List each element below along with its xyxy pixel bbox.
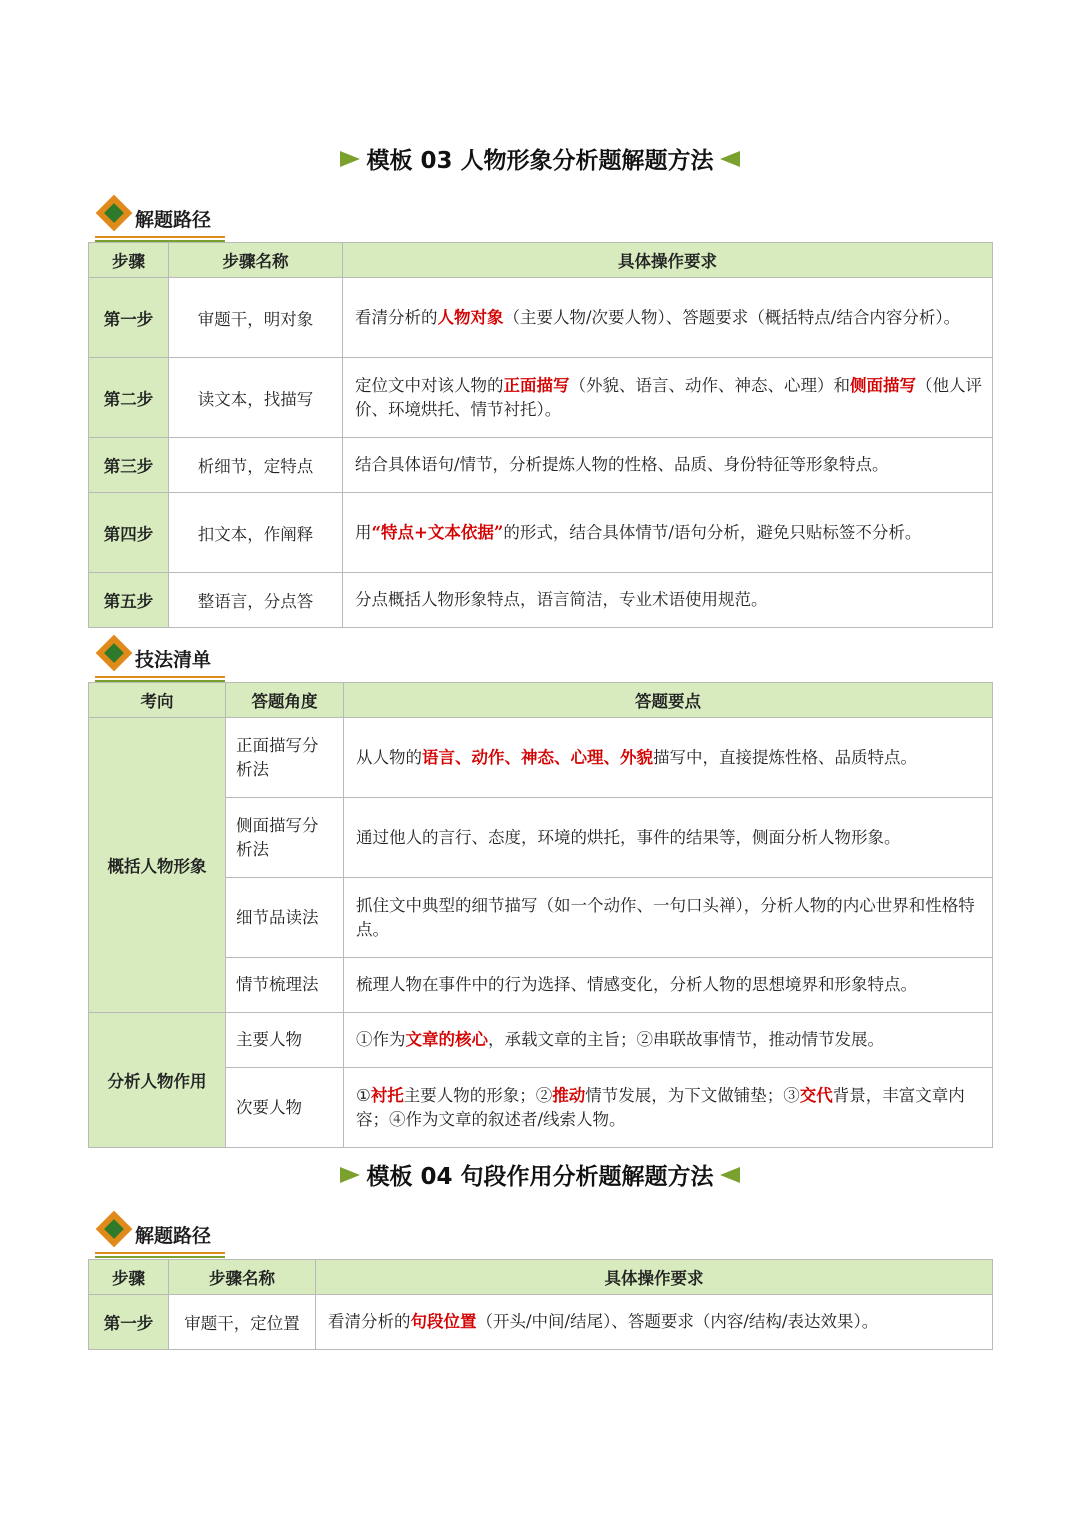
arrow-left-icon — [720, 151, 740, 167]
desc-cell — [344, 1068, 993, 1148]
highlight-text: 句段位置 — [410, 1312, 477, 1331]
header-cell: 答题角度 — [226, 683, 344, 718]
desc-text: 看清分析的 — [355, 307, 438, 327]
step-name-cell: 读文本，找描写 — [169, 358, 343, 438]
section-label: 解题路径 — [135, 209, 212, 231]
desc-cell — [316, 1295, 993, 1350]
direction-cell: 分析人物作用 — [89, 1013, 226, 1148]
diamond-icon — [95, 198, 139, 234]
path-table — [88, 1259, 993, 1350]
arrow-right-icon — [340, 151, 360, 167]
desc-text: ，承载文章的主旨；②串联故事情节，推动情节发展。 — [488, 1030, 884, 1049]
header-cell: 步骤名称 — [169, 243, 343, 278]
template03-title — [0, 142, 1080, 175]
diamond-icon — [95, 638, 139, 674]
diamond-icon — [95, 1214, 139, 1250]
section-header-path — [95, 1212, 211, 1250]
arrow-left-icon — [720, 1167, 740, 1183]
template03-title-text: 模板 03 人物形象分析题解题方法 — [366, 148, 714, 174]
angle-cell: 侧面描写分析法 — [226, 798, 344, 878]
step-name-cell: 析细节，定特点 — [169, 438, 343, 493]
desc-text: 的形式，结合具体情节/语句分析，避免只贴标签不分析。 — [503, 522, 922, 542]
header-cell: 步骤名称 — [169, 1260, 316, 1295]
desc-text: 情节发展，为下文做铺垫；③ — [585, 1085, 800, 1105]
angle-cell: 正面描写分析法 — [226, 718, 344, 798]
table-row — [89, 1295, 993, 1350]
highlight-text: 语言、动作、神态、心理、外貌 — [422, 747, 653, 767]
angle-cell: 主要人物 — [226, 1013, 344, 1068]
desc-text: ①作为 — [356, 1030, 406, 1049]
desc-text: 抓住文中典型的细节描写（如一个动作、一句口头禅），分析人物的内心世界和性格特点。 — [356, 895, 975, 939]
angle-cell: 细节品读法 — [226, 878, 344, 958]
desc-cell — [343, 438, 993, 493]
step-cell: 第一步 — [89, 278, 169, 358]
table-row — [89, 358, 993, 438]
desc-text: 描写中，直接提炼性格、品质特点。 — [653, 747, 917, 767]
step-cell: 第四步 — [89, 493, 169, 573]
table-row — [89, 1013, 993, 1068]
highlight-text: 交代 — [799, 1085, 833, 1105]
template04-title-text: 模板 04 句段作用分析题解题方法 — [366, 1164, 714, 1190]
table-row — [89, 493, 993, 573]
step-cell: 第二步 — [89, 358, 169, 438]
desc-text: 结合具体语句/情节，分析提炼人物的性格、品质、身份特征等形象特点。 — [355, 455, 889, 474]
section-label: 技法清单 — [135, 649, 212, 671]
table-row — [89, 718, 993, 798]
direction-cell: 概括人物形象 — [89, 718, 226, 1013]
desc-cell — [343, 358, 993, 438]
desc-cell — [344, 878, 993, 958]
header-cell: 具体操作要求 — [316, 1260, 993, 1295]
header-cell: 考向 — [89, 683, 226, 718]
highlight-text: 文章的核心 — [405, 1030, 488, 1049]
section-header-path — [95, 196, 211, 234]
highlight-text: 正面描写 — [503, 375, 570, 395]
highlight-text: 推动 — [552, 1085, 586, 1105]
desc-text: 看清分析的 — [328, 1312, 411, 1331]
section-label: 解题路径 — [135, 1225, 212, 1247]
highlight-text: 衬托 — [370, 1085, 404, 1105]
desc-text: 从人物的 — [356, 747, 422, 767]
step-cell: 第三步 — [89, 438, 169, 493]
desc-text: 定位文中对该人物的 — [355, 375, 504, 395]
table-row — [89, 278, 993, 358]
desc-cell — [344, 1013, 993, 1068]
desc-text: 用 — [355, 522, 372, 542]
desc-text: （外貌、语言、动作、神态、心理）和 — [569, 375, 850, 395]
desc-text: （他人评价、环境烘托、情节衬托）。 — [355, 375, 982, 419]
highlight-text: 人物对象 — [437, 307, 504, 327]
step-name-cell: 整语言，分点答 — [169, 573, 343, 628]
skill-table — [88, 682, 993, 1148]
desc-text: 主要人物的形象；② — [403, 1085, 553, 1105]
step-cell: 第一步 — [89, 1295, 169, 1350]
desc-text: 梳理人物在事件中的行为选择、情感变化，分析人物的思想境界和形象特点。 — [356, 975, 917, 994]
step-cell: 第五步 — [89, 573, 169, 628]
angle-cell: 情节梳理法 — [226, 958, 344, 1013]
header-cell: 步骤 — [89, 243, 169, 278]
table-row — [89, 573, 993, 628]
angle-cell: 次要人物 — [226, 1068, 344, 1148]
desc-text: 分点概括人物形象特点，语言简洁，专业术语使用规范。 — [355, 590, 768, 609]
desc-text: （开头/中间/结尾）、答题要求（内容/结构/表达效果）。 — [476, 1312, 879, 1331]
table-row — [89, 438, 993, 493]
step-name-cell: 审题干，定位置 — [169, 1295, 316, 1350]
highlight-text: “特点+文本依据” — [371, 522, 504, 542]
desc-text: （主要人物/次要人物）、答题要求（概括特点/结合内容分析）。 — [503, 307, 961, 327]
header-cell: 步骤 — [89, 1260, 169, 1295]
desc-text: 通过他人的言行、态度，环境的烘托，事件的结果等，侧面分析人物形象。 — [356, 827, 901, 847]
arrow-right-icon — [340, 1167, 360, 1183]
path-table — [88, 242, 993, 628]
desc-text: ① — [356, 1085, 371, 1105]
step-name-cell: 扣文本，作阐释 — [169, 493, 343, 573]
header-cell: 具体操作要求 — [343, 243, 993, 278]
header-cell: 答题要点 — [344, 683, 993, 718]
desc-cell — [344, 798, 993, 878]
highlight-text: 侧面描写 — [850, 375, 916, 395]
desc-cell — [343, 573, 993, 628]
desc-cell — [343, 493, 993, 573]
step-name-cell: 审题干，明对象 — [169, 278, 343, 358]
desc-cell — [344, 718, 993, 798]
desc-cell — [343, 278, 993, 358]
desc-cell — [344, 958, 993, 1013]
desc-text: 背景，丰富文章内容；④作为文章的叙述者/线索人物。 — [356, 1085, 965, 1129]
section-header-skills — [95, 636, 211, 674]
template04-title — [0, 1158, 1080, 1191]
